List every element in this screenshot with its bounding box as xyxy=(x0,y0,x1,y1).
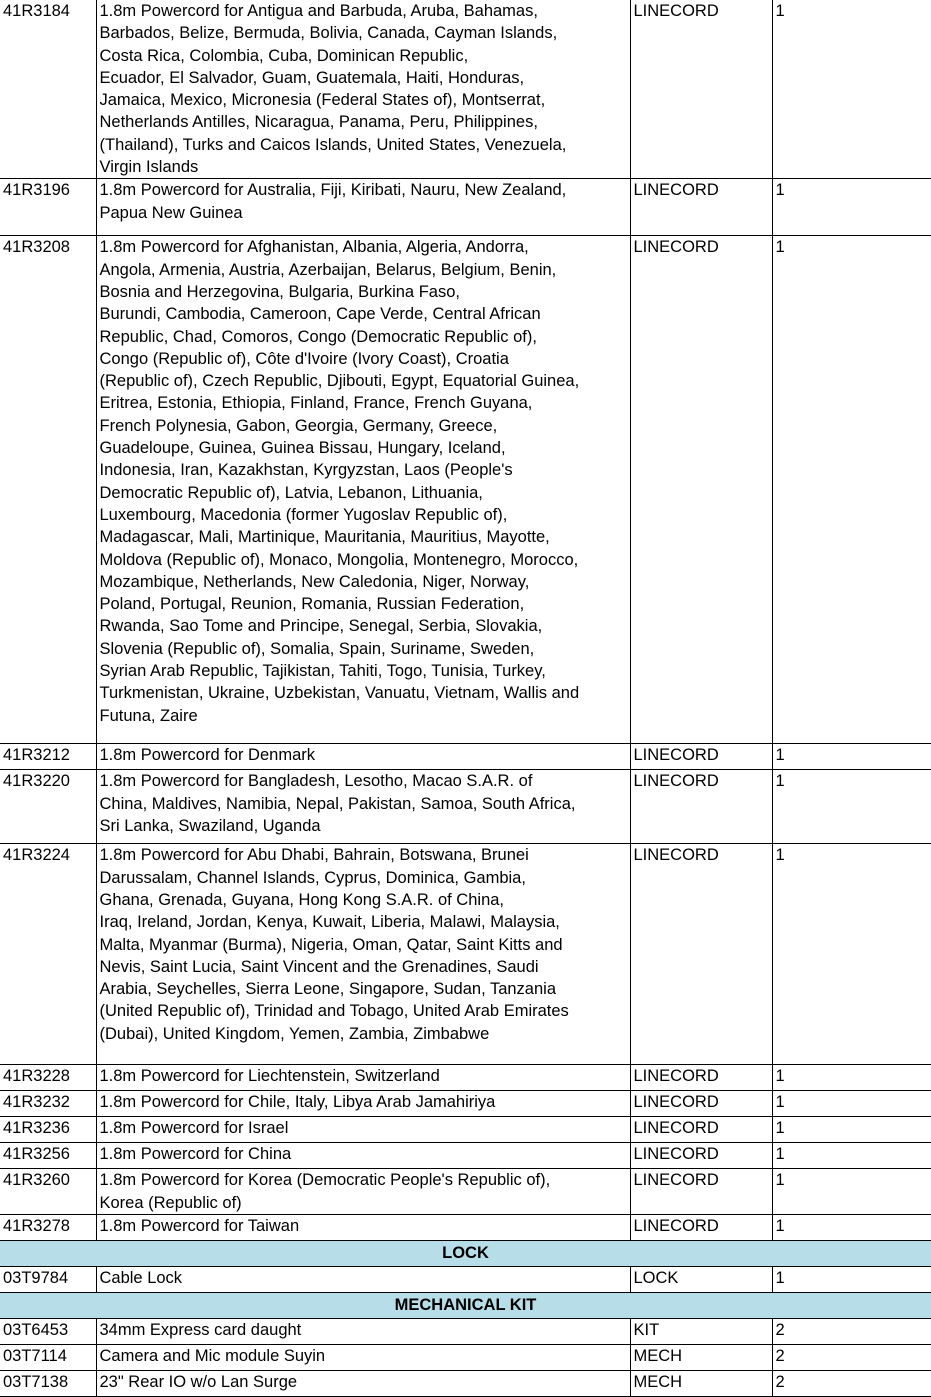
part-description: 1.8m Powercord for Korea (Democratic People's Republic of), Korea (Republic of) xyxy=(96,1169,630,1215)
part-quantity: 1 xyxy=(772,179,931,236)
table-row xyxy=(0,1266,931,1292)
part-quantity: 1 xyxy=(772,1214,931,1240)
part-description: 1.8m Powercord for Bangladesh, Lesotho, Macao S.A.R. of China, Maldives, Namibia, Nepal, Pakistan, Samoa, South Africa, Sri Lanka, Swaziland, Uganda xyxy=(96,770,630,844)
part-description: 1.8m Powercord for Denmark xyxy=(96,744,630,770)
table-row xyxy=(0,1214,931,1240)
part-description: Camera and Mic module Suyin xyxy=(96,1344,630,1370)
table-row xyxy=(0,770,931,844)
part-type: KIT xyxy=(630,1318,772,1344)
part-description: 1.8m Powercord for Israel xyxy=(96,1117,630,1143)
part-quantity: 1 xyxy=(772,1091,931,1117)
table-row xyxy=(0,1117,931,1143)
part-quantity: 1 xyxy=(772,1169,931,1215)
part-number: 03T7114 xyxy=(0,1344,96,1370)
part-description: 34mm Express card daught xyxy=(96,1318,630,1344)
table-row xyxy=(0,844,931,1065)
part-type: LINECORD xyxy=(630,1117,772,1143)
part-description: 23" Rear IO w/o Lan Surge xyxy=(96,1370,630,1396)
part-number: 41R3260 xyxy=(0,1169,96,1215)
part-description: 1.8m Powercord for Australia, Fiji, Kiribati, Nauru, New Zealand, Papua New Guinea xyxy=(96,179,630,236)
section-header-lock xyxy=(0,1240,931,1266)
part-type: LINECORD xyxy=(630,179,772,236)
part-quantity: 1 xyxy=(772,744,931,770)
part-quantity: 1 xyxy=(772,1117,931,1143)
part-number: 41R3232 xyxy=(0,1091,96,1117)
table-row xyxy=(0,0,931,179)
section-title: MECHANICAL KIT xyxy=(0,1292,931,1318)
part-description: 1.8m Powercord for Liechtenstein, Switzerland xyxy=(96,1065,630,1091)
part-number: 03T6453 xyxy=(0,1318,96,1344)
part-quantity: 2 xyxy=(772,1318,931,1344)
part-type: MECH xyxy=(630,1370,772,1396)
part-number: 41R3196 xyxy=(0,179,96,236)
part-number: 41R3184 xyxy=(0,0,96,179)
part-number: 03T9784 xyxy=(0,1266,96,1292)
part-type: LINECORD xyxy=(630,1091,772,1117)
part-number: 41R3228 xyxy=(0,1065,96,1091)
part-quantity: 1 xyxy=(772,1143,931,1169)
part-type: LINECORD xyxy=(630,844,772,1065)
part-type: LINECORD xyxy=(630,770,772,844)
part-number: 41R3220 xyxy=(0,770,96,844)
part-description: 1.8m Powercord for Taiwan xyxy=(96,1214,630,1240)
table-row xyxy=(0,1370,931,1396)
part-type: MECH xyxy=(630,1344,772,1370)
part-quantity: 2 xyxy=(772,1370,931,1396)
part-number: 41R3278 xyxy=(0,1214,96,1240)
part-type: LINECORD xyxy=(630,744,772,770)
part-quantity: 1 xyxy=(772,844,931,1065)
table-row xyxy=(0,1065,931,1091)
table-row xyxy=(0,179,931,236)
part-description: Cable Lock xyxy=(96,1266,630,1292)
part-number: 41R3236 xyxy=(0,1117,96,1143)
part-quantity: 1 xyxy=(772,1065,931,1091)
table-row xyxy=(0,1344,931,1370)
section-title: LOCK xyxy=(0,1240,931,1266)
table-row xyxy=(0,1143,931,1169)
section-header-mechanical-kit xyxy=(0,1292,931,1318)
part-type: LOCK xyxy=(630,1266,772,1292)
part-quantity: 2 xyxy=(772,1344,931,1370)
table-row xyxy=(0,744,931,770)
table-row xyxy=(0,1091,931,1117)
part-description: 1.8m Powercord for Antigua and Barbuda, Aruba, Bahamas, Barbados, Belize, Bermuda, Bolivia, Canada, Cayman Islands, Costa Rica, Colombia, Cuba, Dominican Republic, Ecuador, El Salvador, Guam, Guatemala, Haiti, Honduras, Jamaica, Mexico, Micronesia (Federal States of), Montserrat, Netherlands Antilles, Nicaragua, Panama, Peru, Philippines, (Thailand), Turks and Caicos Islands, United States, Venezuela, Virgin Islands xyxy=(96,0,630,179)
part-description: 1.8m Powercord for Abu Dhabi, Bahrain, Botswana, Brunei Darussalam, Channel Islands, Cyprus, Dominica, Gambia, Ghana, Grenada, Guyana, Hong Kong S.A.R. of China, Iraq, Ireland, Jordan, Kenya, Kuwait, Liberia, Malawi, Malaysia, Malta, Myanmar (Burma), Nigeria, Oman, Qatar, Saint Kitts and Nevis, Saint Lucia, Saint Vincent and the Grenadines, Saudi Arabia, Seychelles, Sierra Leone, Singapore, Sudan, Tanzania (United Republic of), Trinidad and Tobago, United Arab Emirates (Dubai), United Kingdom, Yemen, Zambia, Zimbabwe xyxy=(96,844,630,1065)
table-row xyxy=(0,1318,931,1344)
part-quantity: 1 xyxy=(772,1266,931,1292)
part-quantity: 1 xyxy=(772,770,931,844)
part-type: LINECORD xyxy=(630,1065,772,1091)
part-description: 1.8m Powercord for Afghanistan, Albania, Algeria, Andorra, Angola, Armenia, Austria, Azerbaijan, Belarus, Belgium, Benin, Bosnia and Herzegovina, Bulgaria, Burkina Faso, Burundi, Cambodia, Cameroon, Cape Verde, Central African Republic, Chad, Comoros, Congo (Democratic Republic of), Congo (Republic of), Côte d'Ivoire (Ivory Coast), Croatia (Republic of), Czech Republic, Djibouti, Egypt, Equatorial Guinea, Eritrea, Estonia, Ethiopia, Finland, France, French Guyana, French Polynesia, Gabon, Georgia, Germany, Greece, Guadeloupe, Guinea, Guinea Bissau, Hungary, Iceland, Indonesia, Iran, Kazakhstan, Kyrgyzstan, Laos (People's Democratic Republic of), Latvia, Lebanon, Lithuania, Luxembourg, Macedonia (former Yugoslav Republic of), Madagascar, Mali, Martinique, Mauritania, Mauritius, Mayotte, Moldova (Republic of), Monaco, Mongolia, Montenegro, Morocco, Mozambique, Netherlands, New Caledonia, Niger, Norway, Poland, Portugal, Reunion, Romania, Russian Federation, Rwanda, Sao Tome and Principe, Senegal, Serbia, Slovakia, Slovenia (Republic of), Somalia, Spain, Suriname, Sweden, Syrian Arab Republic, Tajikistan, Tahiti, Togo, Tunisia, Turkey, Turkmenistan, Ukraine, Uzbekistan, Vanuatu, Vietnam, Wallis and Futuna, Zaire xyxy=(96,236,630,744)
part-type: LINECORD xyxy=(630,1143,772,1169)
part-number: 41R3256 xyxy=(0,1143,96,1169)
part-type: LINECORD xyxy=(630,236,772,744)
part-number: 41R3212 xyxy=(0,744,96,770)
part-description: 1.8m Powercord for Chile, Italy, Libya Arab Jamahiriya xyxy=(96,1091,630,1117)
part-quantity: 1 xyxy=(772,0,931,179)
part-type: LINECORD xyxy=(630,1214,772,1240)
table-row xyxy=(0,1169,931,1215)
part-quantity: 1 xyxy=(772,236,931,744)
part-type: LINECORD xyxy=(630,1169,772,1215)
part-number: 41R3224 xyxy=(0,844,96,1065)
part-number: 41R3208 xyxy=(0,236,96,744)
part-description: 1.8m Powercord for China xyxy=(96,1143,630,1169)
table-row xyxy=(0,236,931,744)
part-number: 03T7138 xyxy=(0,1370,96,1396)
part-type: LINECORD xyxy=(630,0,772,179)
